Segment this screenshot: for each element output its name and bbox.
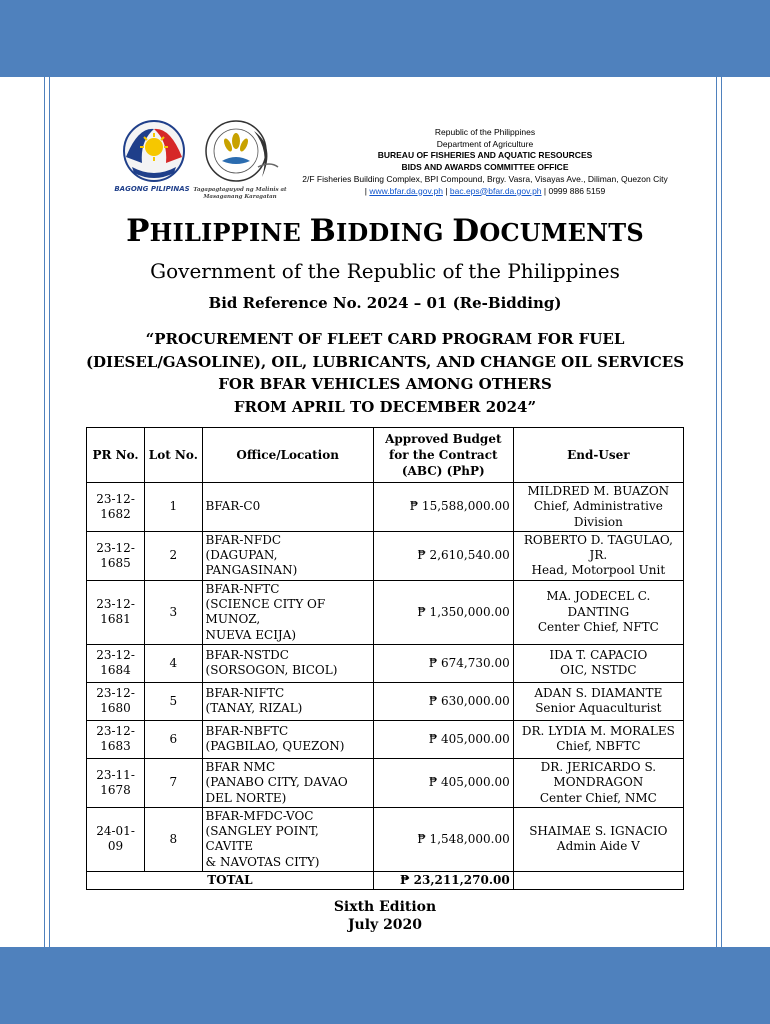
office-line: & NAVOTAS CITY) (205, 854, 320, 869)
header-abc-line: Approved Budget (385, 432, 502, 446)
cell-pr-no (87, 644, 145, 682)
pr-no-line: 1682 (100, 506, 131, 521)
table-row (87, 483, 684, 532)
cell-lot-no: 7 (145, 758, 202, 807)
total-empty-cell (513, 872, 683, 890)
website-link[interactable]: www.bfar.da.gov.ph (369, 185, 443, 196)
cell-office-location (202, 682, 373, 720)
bagong-pilipinas-caption: BAGONG PILIPINAS (114, 185, 190, 193)
office-line: BFAR-NFDC (205, 532, 282, 547)
cell-abc: ₱ 2,610,540.00 (373, 531, 513, 580)
bfar-caption-line: Tagapagtaguyod ng Malinis at (193, 187, 287, 193)
table-header-row (87, 428, 684, 483)
pr-no-line: 1683 (100, 739, 131, 754)
end-user-line: MILDRED M. BUAZON (527, 484, 670, 498)
cell-lot-no: 4 (145, 644, 202, 682)
pr-no-line: 23-12- (96, 540, 135, 555)
pr-no-line: 23-12- (96, 686, 135, 701)
end-user-line: Division (573, 514, 623, 529)
phone-number: | 0999 886 5159 (541, 185, 606, 196)
pr-no-line: 1680 (100, 701, 131, 716)
office-line: BFAR-C0 (205, 499, 261, 514)
cell-abc: ₱ 405,000.00 (373, 720, 513, 758)
office-line: (SCIENCE CITY OF MUNOZ, (205, 597, 326, 627)
cell-abc: ₱ 15,588,000.00 (373, 483, 513, 532)
office-line: BFAR-NFTC (205, 581, 280, 596)
edition-name: Sixth Edition (333, 899, 437, 915)
bfar-seal-caption (192, 187, 288, 201)
office-line: (DAGUPAN, PANGASINAN) (205, 548, 298, 578)
table-row (87, 531, 684, 580)
office-line: NUEVA ECIJA) (205, 627, 297, 642)
end-user-line: OIC, NSTDC (560, 663, 637, 678)
cell-end-user (513, 644, 683, 682)
office-line: DEL NORTE) (205, 790, 287, 805)
letterhead-department: Department of Agriculture (436, 138, 534, 149)
end-user-line: ADAN S. DIAMANTE (534, 686, 663, 701)
letterhead-office: BIDS AND AWARDS COMMITTEE OFFICE (401, 162, 569, 173)
end-user-line: MA. JODECEL C. DANTING (546, 589, 651, 619)
bagong-pilipinas-logo-icon (118, 117, 190, 187)
cell-abc: ₱ 674,730.00 (373, 644, 513, 682)
end-user-line: MONDRAGON (553, 775, 644, 790)
header-abc (373, 428, 513, 483)
total-value: ₱ 23,211,270.00 (373, 872, 513, 890)
bid-reference: Bid Reference No. 2024 – 01 (Re-Bidding) (208, 294, 562, 312)
cell-abc: ₱ 1,548,000.00 (373, 807, 513, 871)
pr-no-line: 23-11- (96, 767, 135, 782)
procurement-line: FROM APRIL TO DECEMBER 2024” (233, 397, 537, 416)
table-row (87, 807, 684, 871)
page-border-line (44, 77, 45, 947)
cell-end-user (513, 483, 683, 532)
table-row (87, 644, 684, 682)
end-user-line: Admin Aide V (556, 839, 640, 854)
end-user-line: SHAIMAE S. IGNACIO (529, 824, 668, 839)
letterhead-bureau: BUREAU OF FISHERIES AND AQUATIC RESOURCES (377, 150, 593, 161)
header-abc-line: (ABC) (PhP) (401, 464, 485, 478)
contact-separator: | (442, 185, 450, 196)
cell-abc: ₱ 1,350,000.00 (373, 580, 513, 644)
header-office-location: Office/Location (202, 428, 373, 483)
table-row (87, 580, 684, 644)
procurement-title (40, 328, 730, 418)
cell-office-location (202, 644, 373, 682)
end-user-line: Senior Aquaculturist (535, 701, 662, 716)
cell-lot-no: 5 (145, 682, 202, 720)
end-user-line: IDA T. CAPACIO (549, 648, 648, 663)
title-initial: D (452, 213, 480, 249)
edition-date: July 2020 (347, 917, 423, 933)
table-row (87, 682, 684, 720)
cell-end-user (513, 682, 683, 720)
contact-separator: | (364, 185, 370, 196)
cell-office-location (202, 758, 373, 807)
end-user-line: Chief, NBFTC (556, 739, 641, 754)
cell-end-user (513, 758, 683, 807)
cell-end-user (513, 807, 683, 871)
total-label: TOTAL (87, 872, 374, 890)
cell-lot-no: 8 (145, 807, 202, 871)
letterhead-republic: Republic of the Philippines (434, 127, 536, 137)
office-line: BFAR-NIFTC (205, 686, 285, 701)
cell-office-location (202, 580, 373, 644)
end-user-line: Chief, Administrative (533, 499, 663, 514)
end-user-line: Center Chief, NFTC (537, 620, 659, 635)
title-initial: P (126, 213, 150, 249)
pr-no-line: 1685 (100, 555, 131, 570)
agency-letterhead (280, 127, 690, 197)
end-user-line: ROBERTO D. TAGULAO, JR. (523, 532, 673, 563)
cell-pr-no (87, 580, 145, 644)
cell-abc: ₱ 630,000.00 (373, 682, 513, 720)
title-word: IDDING (335, 218, 453, 247)
office-line: BFAR-MFDC-VOC (205, 808, 314, 823)
pr-no-line: 23-12- (96, 648, 135, 663)
header-logos (114, 117, 288, 213)
bfar-caption-line: Masaganang Karagatan (203, 193, 277, 200)
end-user-line: Head, Motorpool Unit (531, 563, 666, 578)
cell-pr-no (87, 758, 145, 807)
header-lot-no: Lot No. (145, 428, 202, 483)
office-line: BFAR-NBFTC (205, 724, 289, 739)
end-user-line: DR. LYDIA M. MORALES (521, 724, 675, 739)
cell-pr-no (87, 682, 145, 720)
letterhead-address: 2/F Fisheries Building Complex, BPI Compound, Brgy. Vasra, Visayas Ave., Diliman, Quezon City (302, 173, 668, 184)
pr-no-line: 24-01- (96, 824, 135, 839)
office-line: (PAGBILAO, QUEZON) (205, 739, 345, 754)
cell-office-location (202, 807, 373, 871)
title-word: HILIPPINE (149, 218, 310, 247)
cell-office-location (202, 531, 373, 580)
cell-office-location (202, 720, 373, 758)
page-border-line (49, 77, 50, 947)
cell-lot-no: 6 (145, 720, 202, 758)
cell-end-user (513, 720, 683, 758)
table-row (87, 758, 684, 807)
email-link[interactable]: bac.eps@bfar.da.gov.ph (449, 185, 542, 196)
cell-end-user (513, 580, 683, 644)
pr-no-line: 09 (107, 839, 124, 854)
title-word: OCUMENTS (479, 218, 644, 247)
office-line: (SORSOGON, BICOL) (205, 663, 338, 678)
lots-table (86, 427, 684, 890)
document-subtitle: Government of the Republic of the Philippines (150, 259, 620, 283)
procurement-line: FOR BFAR VEHICLES AMONG OTHERS (218, 375, 552, 393)
table-total-row (87, 872, 684, 890)
cell-pr-no (87, 531, 145, 580)
pr-no-line: 1681 (100, 612, 131, 627)
pr-no-line: 23-12- (96, 597, 135, 612)
cell-pr-no (87, 720, 145, 758)
top-color-band (0, 0, 770, 77)
pr-no-line: 1684 (100, 663, 131, 678)
end-user-line: Center Chief, NMC (539, 790, 657, 805)
pr-no-line: 23-12- (96, 491, 135, 506)
document-title (0, 213, 770, 249)
pr-no-line: 23-12- (96, 724, 135, 739)
end-user-line: DR. JERICARDO S. (540, 759, 657, 774)
cell-end-user (513, 531, 683, 580)
office-line: (SANGLEY POINT, CAVITE (205, 824, 319, 854)
office-line: (PANABO CITY, DAVAO (205, 775, 348, 790)
letterhead-contacts (280, 186, 690, 198)
cell-abc: ₱ 405,000.00 (373, 758, 513, 807)
page-border-line (721, 77, 722, 947)
page-border-line (716, 77, 717, 947)
edition-info (0, 898, 770, 934)
pr-no-line: 1678 (100, 782, 131, 797)
bottom-color-band (0, 947, 770, 1024)
table-row (87, 720, 684, 758)
title-initial: B (309, 213, 336, 249)
office-line: (TANAY, RIZAL) (205, 701, 303, 716)
office-line: BFAR NMC (205, 759, 276, 774)
header-pr-no: PR No. (87, 428, 145, 483)
cell-pr-no (87, 483, 145, 532)
header-end-user: End-User (513, 428, 683, 483)
procurement-line: “PROCUREMENT OF FLEET CARD PROGRAM FOR FUEL (145, 330, 625, 348)
cell-lot-no: 1 (145, 483, 202, 532)
header-abc-line: for the Contract (389, 448, 498, 462)
cell-lot-no: 3 (145, 580, 202, 644)
cell-lot-no: 2 (145, 531, 202, 580)
cell-pr-no (87, 807, 145, 871)
bfar-seal-icon (196, 117, 280, 189)
office-line: BFAR-NSTDC (205, 648, 289, 663)
procurement-line: (DIESEL/GASOLINE), OIL, LUBRICANTS, AND CHANGE OIL SERVICES (85, 352, 685, 371)
cell-office-location (202, 483, 373, 532)
